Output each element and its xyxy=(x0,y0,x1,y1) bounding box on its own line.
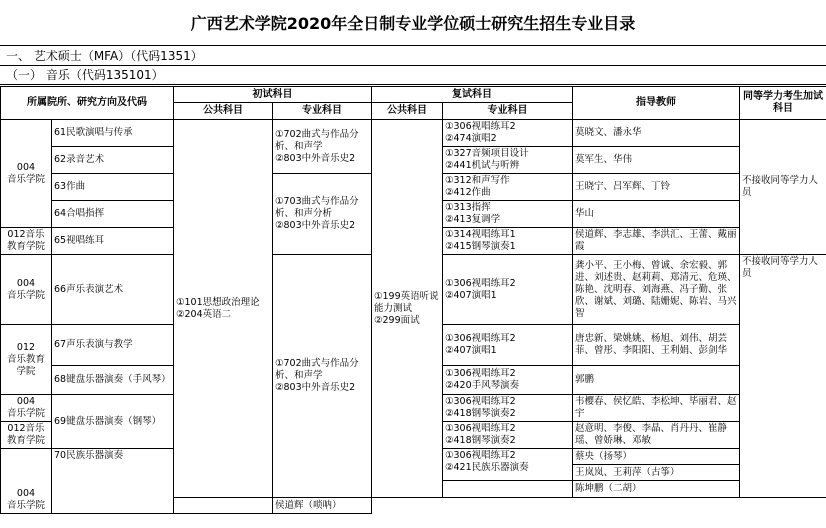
advisor-cell: 莫晓文、潘永华 xyxy=(573,120,740,147)
header-advisors: 指导教师 xyxy=(573,87,740,120)
dept-cell: 012 音乐教育 学院 xyxy=(1,325,52,395)
dept-cell: 012音乐 教育学院 xyxy=(1,422,52,449)
direction-cell: 70民族乐器演奏 xyxy=(52,449,174,514)
advisor-cell: 王晓宁、吕军辉、丁铃 xyxy=(573,174,740,201)
header-initial-public: 公共科目 xyxy=(174,103,273,120)
retest-prof-cell: ①306视唱练耳2 ②418钢琴演奏2 xyxy=(443,422,573,449)
direction-cell: 65视唱练耳 xyxy=(52,228,174,255)
direction-cell: 66声乐表演艺术 xyxy=(52,255,174,325)
catalog-table xyxy=(0,86,826,514)
retest-prof-empty xyxy=(443,481,573,498)
page-title: 广西艺术学院2020年全日制专业学位硕士研究生招生专业目录 xyxy=(0,0,826,46)
retest-prof-cell: ①306视唱练耳2 ②407演唱1 xyxy=(443,255,573,325)
retest-prof-cell: ①306视唱练耳2 ②420手风琴演奏 xyxy=(443,366,573,395)
header-retest-public: 公共科目 xyxy=(372,103,443,120)
dept-cell: 012音乐 教育学院 xyxy=(1,228,52,255)
retest-prof-cell: ①306视唱练耳2 ②421民族乐器演奏 xyxy=(443,449,573,481)
dept-cell: 004 音乐学院 xyxy=(1,120,52,228)
advisor-cell: 华山 xyxy=(573,201,740,228)
advisor-cell: 莫军生、华伟 xyxy=(573,147,740,174)
dept-cell: 004 音乐学院 xyxy=(1,395,52,422)
header-retest-prof: 专业科目 xyxy=(443,103,573,120)
advisor-cell: 韦樱春、侯忆皓、李松坤、毕丽君、赵宇 xyxy=(573,395,740,422)
dept-cell: 004 音乐学院 xyxy=(1,255,52,325)
direction-cell: 68键盘乐器演奏（手风琴） xyxy=(52,366,174,395)
initial-public-cell: ①101思想政治理论 ②204英语二 xyxy=(174,120,273,498)
dept-cell: 004 音乐学院 xyxy=(1,449,52,514)
retest-prof-empty xyxy=(174,498,273,514)
retest-prof-cell: ①327音频项目设计 ②441机试与听辨 xyxy=(443,147,573,174)
advisor-cell: 蔡央（扬琴） xyxy=(573,449,740,465)
header-retest: 复试科目 xyxy=(372,87,573,103)
initial-prof-cell: ①702曲式与作品分析、和声学 ②803中外音乐史2 xyxy=(273,255,372,498)
header-initial: 初试科目 xyxy=(174,87,372,103)
direction-cell: 63作曲 xyxy=(52,174,174,201)
header-dept: 所属院所、研究方向及代码 xyxy=(1,87,174,120)
retest-prof-cell: ①314视唱练耳1 ②415钢琴演奏1 xyxy=(443,228,573,255)
advisor-cell: 王岚岚、王莉萍（古筝） xyxy=(573,465,740,481)
equiv-cell: 不接收同等学力人员 xyxy=(740,255,826,498)
advisor-cell: 唐忠新、梁姚姚、杨旭、刘伟、胡芸菲、曾彤、李阳阳、王利娟、彭剑华 xyxy=(573,325,740,366)
direction-cell: 69键盘乐器演奏（钢琴） xyxy=(52,395,174,449)
advisor-cell: 侯道辉（唢呐） xyxy=(273,498,372,514)
initial-prof-cell: ①703曲式与作品分析、和声分析 ②803中外音乐史2 xyxy=(273,174,372,255)
initial-prof-cell: ①702曲式与作品分析、和声学 ②803中外音乐史2 xyxy=(273,120,372,174)
direction-cell: 61民歌演唱与传承 xyxy=(52,120,174,147)
advisor-cell: 陈坤鹏（二胡） xyxy=(573,481,740,498)
retest-prof-cell: ①313指挥 ②413复调学 xyxy=(443,201,573,228)
header-equiv: 同等学力考生加试科目 xyxy=(740,87,826,120)
direction-cell: 67声乐表演与教学 xyxy=(52,325,174,366)
header-initial-prof: 专业科目 xyxy=(273,103,372,120)
retest-prof-cell: ①306视唱练耳2 ②474演唱2 xyxy=(443,120,573,147)
retest-prof-cell: ①306视唱练耳2 ②418钢琴演奏2 xyxy=(443,395,573,422)
advisor-cell: 郭鹏 xyxy=(573,366,740,395)
retest-public-cell: ①199英语听说能力测试 ②299面试 xyxy=(372,120,443,498)
equiv-cell: 不接收同等学力人员 xyxy=(740,120,826,255)
advisor-cell: 龚小平、王小梅、曾诚、余宏毅、郭进、刘述贵、赵莉莉、郑清元、危瑛、陈艳、沈明春、刘海燕、冯子勤、张欣、谢斌、刘璐、陆姗妮、陈岩、马兴智 xyxy=(573,255,740,325)
direction-cell: 64合唱指挥 xyxy=(52,201,174,228)
retest-prof-cell: ①306视唱练耳2 ②407演唱1 xyxy=(443,325,573,366)
advisor-cell: 侯道辉、李志雄、李洪汇、王蕾、戴丽霞 xyxy=(573,228,740,255)
retest-prof-cell: ①312和声写作 ②412作曲 xyxy=(443,174,573,201)
advisor-cell: 赵意明、李俊、李晶、肖丹丹、崔静瑶、曾娇琳、邓敏 xyxy=(573,422,740,449)
direction-cell: 62录音艺术 xyxy=(52,147,174,174)
subsection-heading: （一） 音乐（代码135101） xyxy=(0,66,826,85)
section-heading: 一、 艺术硕士（MFA）（代码1351） xyxy=(0,46,826,66)
